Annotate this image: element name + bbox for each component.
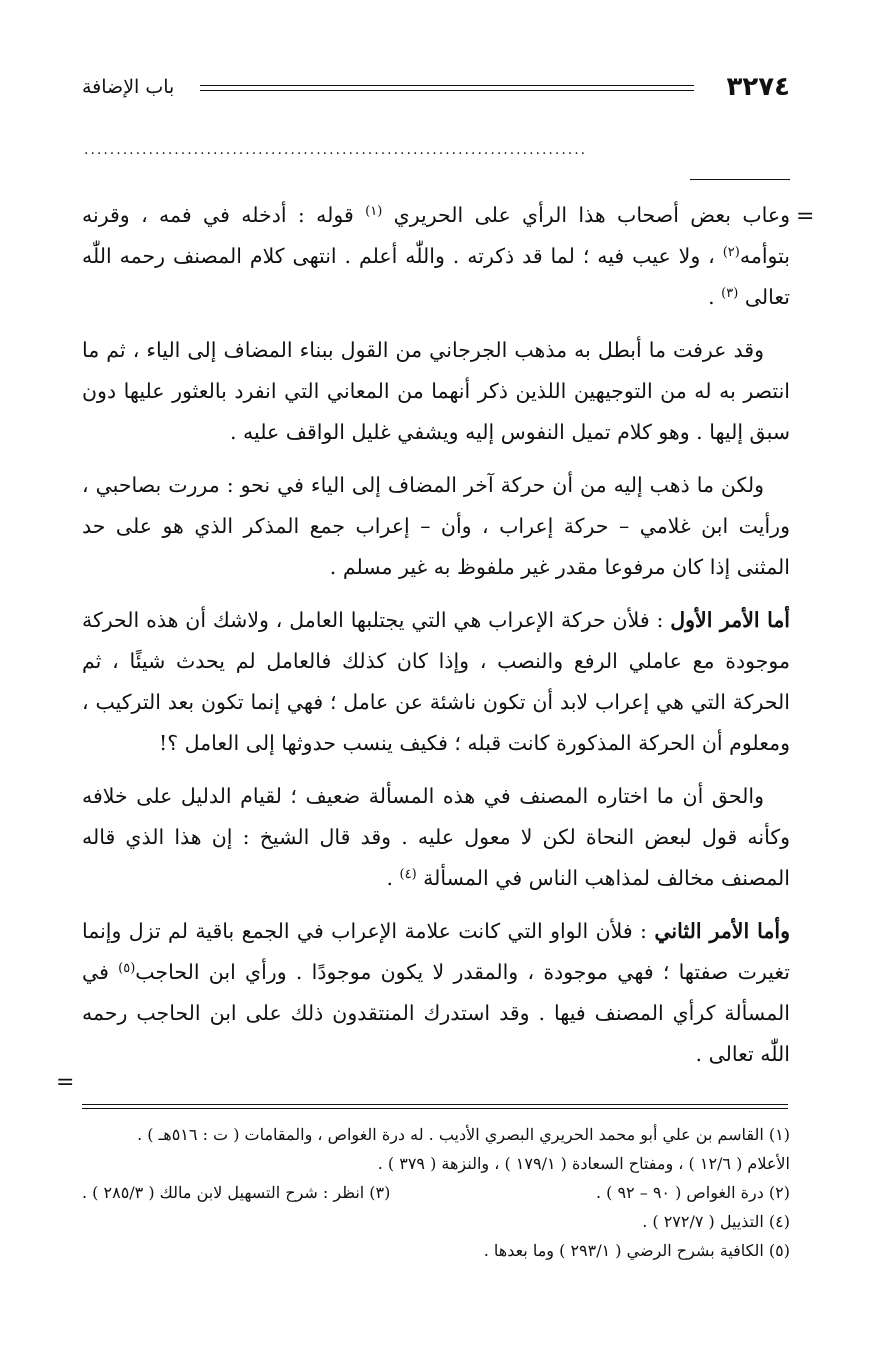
footnote-1-line-2: الأعلام ( ١٢/٦ ) ، ومفتاح السعادة ( ١٧٩/١ ) ، والنزهة ( ٣٧٩ ) . bbox=[377, 1154, 790, 1173]
footnote-ref-5: (٥) bbox=[118, 961, 136, 976]
header-rule-double bbox=[200, 90, 694, 91]
footnote-3: (٣) انظر : شرح التسهيل لابن مالك ( ٢٨٥/٣ ) . bbox=[82, 1183, 391, 1202]
footnote-rule bbox=[82, 1104, 788, 1112]
footnotes bbox=[82, 1120, 790, 1265]
paragraph-2: وقد عرفت ما أبطل به مذهب الجرجاني من القول ببناء المضاف إلى الياء ، ثم ما انتصر به له من التوجيهين اللذين ذكر أنهما من المعاني التي انفرد بالعثور عليها دون سبق إليها . وهو كلام تميل النفوس إليه ويشفي غليل الواقف عليه . bbox=[82, 338, 790, 444]
paragraph-lead: وأما الأمر الثاني bbox=[654, 919, 790, 943]
footnote-row bbox=[82, 1178, 790, 1207]
footnote-5: (٥) الكافية بشرح الرضي ( ٢٩٣/١ ) وما بعدها . bbox=[483, 1241, 790, 1260]
header-rule bbox=[200, 85, 694, 86]
text-run: في المسألة كرأي المصنف فيها . وقد استدرك المنتقدون ذلك على ابن الحاجب رحمه اللّٰه تعالى . bbox=[82, 960, 790, 1066]
text-run: والحق أن ما اختاره المصنف في هذه المسألة ضعيف ؛ لقيام الدليل على خلافه وكأنه قول لبعض النحاة لكن لا معول عليه . وقد قال الشيخ : إن هذا الذي قاله المصنف مخالف لمذاهب الناس في المسألة bbox=[82, 784, 790, 890]
dotted-separator: .............................................................................. bbox=[84, 145, 588, 155]
chapter-title: باب الإضافة bbox=[82, 76, 175, 98]
page-header bbox=[82, 72, 790, 106]
text-run: . bbox=[708, 285, 722, 309]
footnote-2: (٢) درة الغواص ( ٩٠ – ٩٢ ) . bbox=[595, 1183, 790, 1202]
text-run: : فلأن الواو التي كانت علامة الإعراب في الجمع باقية لم تزل وإنما تغيرت صفتها ؛ فهي موجودة ، والمقدر لا يكون موجودًا . ورأي ابن الحاجب bbox=[82, 919, 790, 984]
page-number: ٣٢٧٤ bbox=[726, 72, 790, 102]
text-run: وعاب بعض أصحاب هذا الرأي على الحريري bbox=[382, 203, 790, 227]
continuation-mark-top: = bbox=[796, 204, 815, 229]
text-run: : فلأن حركة الإعراب هي التي يجتلبها العامل ، ولاشك أن هذه الحركة موجودة مع عاملي الرفع والنصب ، وإذا كان كذلك فالعامل لم يحدث شيئًا ، ثم الحركة التي هي إعراب لابد أن تكون ناشئة عن عامل ؛ فهي إنما تكون بعد التركيب ، ومعلوم أن الحركة المذكورة كانت قبله ؛ فكيف ينسب حدوثها إلى العامل ؟! bbox=[82, 608, 790, 755]
footnote-ref-3: (٣) bbox=[721, 286, 739, 301]
continuation-mark-bottom: = bbox=[56, 1070, 75, 1095]
text-run: . bbox=[386, 866, 400, 890]
text-run: ، ولا عيب فيه ؛ لما قد ذكرته . واللّٰه أعلم . انتهى كلام المصنف رحمه اللّٰه تعالى bbox=[82, 244, 790, 309]
paragraph-lead: أما الأمر الأول bbox=[670, 608, 791, 632]
paragraph-1 bbox=[82, 195, 790, 318]
paragraph-4 bbox=[82, 600, 790, 764]
footnote-ref-4: (٤) bbox=[399, 867, 417, 882]
main-text bbox=[82, 195, 790, 1087]
footnote-ref-1: (١) bbox=[365, 204, 383, 219]
paragraph-5 bbox=[82, 776, 790, 899]
footnote-ref-2: (٢) bbox=[722, 245, 740, 260]
text-run: قوله : أدخله في فمه ، وقرنه بتوأمه bbox=[82, 203, 790, 268]
short-rule bbox=[690, 179, 790, 180]
paragraph-6 bbox=[82, 911, 790, 1075]
footnote-1-line-1: (١) القاسم بن علي أبو محمد الحريري البصري الأديب . له درة الغواص ، والمقامات ( ت : ٥١٦هـ ) . bbox=[137, 1125, 790, 1144]
footnote-4: (٤) التذييل ( ٢٧٢/٧ ) . bbox=[642, 1212, 790, 1231]
paragraph-3: ولكن ما ذهب إليه من أن حركة آخر المضاف إلى الياء في نحو : مررت بصاحبي ، ورأيت ابن غلامي – حركة إعراب ، وأن – إعراب جمع المذكر الذي هو على حد المثنى إذا كان مرفوعا مقدر غير ملفوظ به غير مسلم . bbox=[82, 473, 790, 579]
